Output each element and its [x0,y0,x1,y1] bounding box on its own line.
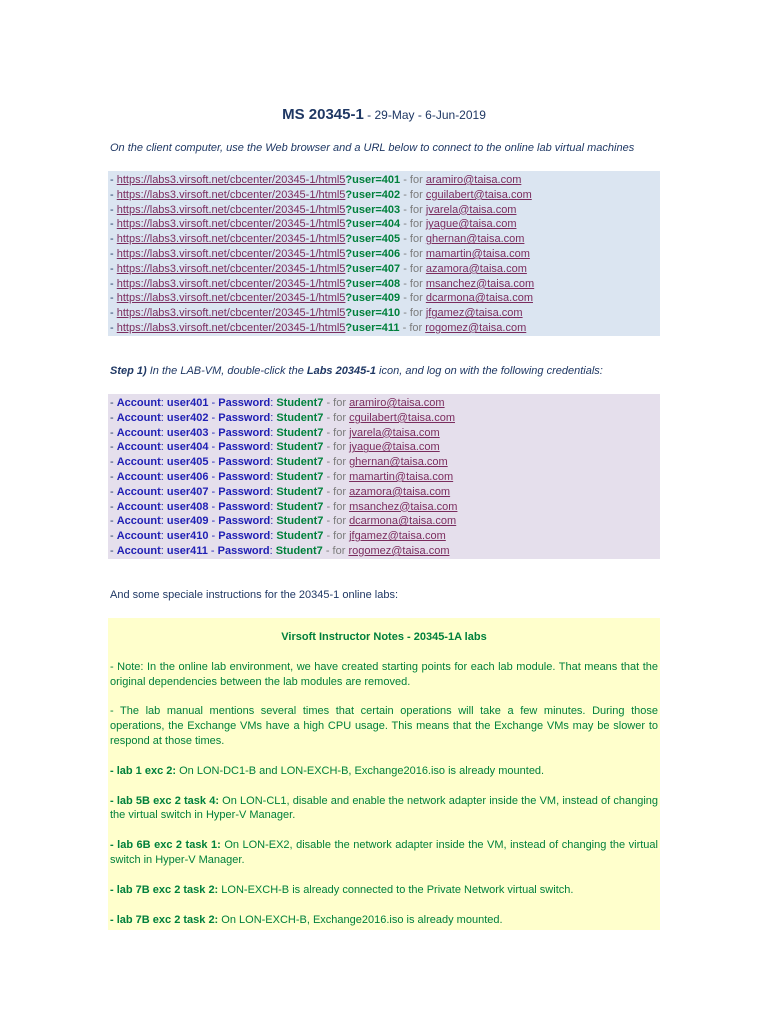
email-link[interactable]: rogomez@taisa.com [425,321,527,334]
account-label: Account [116,441,161,454]
password-label: Password [218,426,271,439]
note-paragraph [110,704,658,748]
lab-url-link[interactable]: https://labs3.virsoft.net/cbcenter/20345-1/html5 [116,233,346,246]
step1-icon-name: Labs 20345-1 [306,365,376,377]
for-label: - for [322,544,349,557]
url-list [108,171,660,336]
sep: - [208,485,219,498]
for-label: - for [400,188,426,201]
account-value: user405 [166,456,209,469]
special-instructions-intro: And some speciale instructions for the 20345-1 online labs: [110,589,399,601]
password-label: Password [218,485,271,498]
url-row [110,203,658,218]
credential-row [110,411,658,426]
for-label: - for [400,174,426,186]
note-lab-ref: - lab 1 exc 2: [110,764,177,777]
row-dash: - [110,277,117,290]
password-label: Password [218,411,271,424]
credential-row [110,440,658,455]
account-label: Account [116,515,161,528]
password-label: Password [218,515,271,528]
sep: : [160,470,167,483]
email-link[interactable]: cguilabert@taisa.com [425,188,532,201]
lab-url-link[interactable]: https://labs3.virsoft.net/cbcenter/20345-1/html5 [116,203,346,216]
for-label: - for [400,277,426,290]
password-label: Password [218,397,271,409]
email-link[interactable]: ghernan@taisa.com [425,233,525,246]
credential-row [110,470,658,485]
row-dash: - [110,426,117,439]
email-link[interactable]: cguilabert@taisa.com [349,411,455,424]
lab-url-link[interactable]: https://labs3.virsoft.net/cbcenter/20345-1/html5 [116,247,346,260]
password-label: Password [218,530,271,543]
sep: : [270,500,277,513]
account-label: Account [116,544,161,557]
note-lab-ref: - lab 7B exc 2 task 2: [110,883,219,896]
password-label: Password [218,500,271,513]
email-link[interactable]: jfgamez@taisa.com [425,307,523,320]
account-value: user403 [166,426,209,439]
sep: : [160,515,167,528]
sep: - [208,411,219,424]
course-dates: - 29-May - 6-Jun-2019 [363,108,486,122]
sep: : [160,411,167,424]
credential-row [110,396,658,411]
email-link[interactable]: jvarela@taisa.com [425,203,517,216]
sep: : [160,485,167,498]
note-text: On LON-EXCH-B, Exchange2016.iso is already mounted. [218,913,503,926]
for-label: - for [323,515,350,528]
for-label: - for [323,530,350,543]
sep: : [270,411,277,424]
account-value: user410 [166,530,209,543]
for-label: - for [400,247,426,260]
sep: - [208,530,219,543]
credential-row [110,485,658,500]
lab-url-link[interactable]: https://labs3.virsoft.net/cbcenter/20345-1/html5 [116,321,346,334]
password-value: Student7 [276,500,324,513]
course-code: MS 20345-1 [282,106,364,123]
credential-row [110,455,658,470]
credentials-list [108,394,660,559]
row-dash: - [110,530,117,543]
password-value: Student7 [276,485,324,498]
row-dash: - [110,233,117,246]
user-param: ?user=407 [345,262,401,275]
lab-url-link[interactable]: https://labs3.virsoft.net/cbcenter/20345-1/html5 [116,174,346,186]
for-label: - for [323,470,350,483]
row-dash: - [110,515,117,528]
url-row [110,232,658,247]
account-value: user407 [166,485,209,498]
email-link[interactable]: mamartin@taisa.com [425,247,530,260]
note-paragraph [110,913,658,928]
sep: : [160,544,167,557]
row-dash: - [110,203,117,216]
password-label: Password [218,456,271,469]
note-text: On LON-DC1-B and LON-EXCH-B, Exchange2016.iso is already mounted. [176,764,545,777]
sep: - [208,470,219,483]
url-row [110,217,658,232]
note-text: LON-EXCH-B is already connected to the Private Network virtual switch. [218,883,574,896]
sep: : [160,441,167,454]
row-dash: - [110,307,117,320]
account-label: Account [116,530,161,543]
for-label: - for [323,456,350,469]
step1-text-b: icon, and log on with the following credentials: [375,365,603,377]
account-label: Account [116,500,161,513]
user-param: ?user=408 [345,277,401,290]
step1-instructions [110,365,670,377]
account-value: user401 [166,397,209,409]
sep: - [208,397,219,409]
for-label: - for [400,307,426,320]
note-text: - The lab manual mentions several times that certain operations will take a few minutes. During those operations, the Exchange VMs have a high CPU usage. This means that the Exchange VMs may be slower to respond at those times. [110,705,658,747]
sep: : [269,544,276,557]
for-label: - for [400,262,426,275]
sep: : [270,515,277,528]
password-label: Password [218,441,271,454]
sep: : [270,470,277,483]
lab-url-link[interactable]: https://labs3.virsoft.net/cbcenter/20345-1/html5 [116,218,346,231]
password-value: Student7 [276,515,324,528]
email-link[interactable]: jyague@taisa.com [425,218,517,231]
credential-row [110,514,658,529]
email-link[interactable]: mamartin@taisa.com [349,470,454,483]
for-label: - for [400,218,426,231]
account-label: Account [116,456,161,469]
password-label: Password [217,544,270,557]
row-dash: - [110,321,117,334]
step1-label: Step 1) [110,365,147,377]
account-label: Account [116,426,161,439]
for-label: - for [323,426,350,439]
row-dash: - [110,262,117,275]
sep: : [270,456,277,469]
row-dash: - [110,485,117,498]
row-dash: - [110,397,117,409]
email-link[interactable]: msanchez@taisa.com [349,500,458,513]
user-param: ?user=411 [345,321,400,334]
email-link[interactable]: aramiro@taisa.com [425,174,522,186]
row-dash: - [110,292,117,305]
url-row [110,247,658,262]
note-paragraph [110,764,658,779]
sep: - [208,426,219,439]
sep: : [160,530,167,543]
user-param: ?user=401 [345,174,401,186]
email-link[interactable]: azamora@taisa.com [425,262,527,275]
row-dash: - [110,544,117,557]
password-value: Student7 [276,470,324,483]
lab-url-link[interactable]: https://labs3.virsoft.net/cbcenter/20345-1/html5 [116,277,346,290]
url-row [110,173,658,188]
sep: : [270,441,277,454]
intro-text: On the client computer, use the Web browser and a URL below to connect to the online lab virtual machines [110,142,635,154]
account-value: user409 [166,515,209,528]
url-row [110,321,658,336]
url-row [110,262,658,277]
for-label: - for [399,321,426,334]
password-value: Student7 [276,456,324,469]
sep: : [160,426,167,439]
url-row [110,277,658,292]
password-value: Student7 [276,530,324,543]
account-value: user404 [166,441,209,454]
user-param: ?user=404 [345,218,401,231]
instructor-notes [108,618,660,930]
row-dash: - [110,441,117,454]
credential-row [110,426,658,441]
sep: - [208,500,219,513]
account-value: user408 [166,500,209,513]
sep: : [160,500,167,513]
email-link[interactable]: dcarmona@taisa.com [425,292,533,305]
lab-url-link[interactable]: https://labs3.virsoft.net/cbcenter/20345-1/html5 [116,292,346,305]
for-label: - for [323,411,350,424]
user-param: ?user=410 [345,307,401,320]
row-dash: - [110,500,117,513]
lab-url-link[interactable]: https://labs3.virsoft.net/cbcenter/20345-1/html5 [116,188,346,201]
account-value: user402 [166,411,209,424]
row-dash: - [110,411,117,424]
sep: : [160,397,167,409]
user-param: ?user=406 [345,247,401,260]
for-label: - for [400,233,426,246]
account-value: user411 [166,544,208,557]
account-label: Account [116,411,161,424]
row-dash: - [110,456,117,469]
sep: : [160,456,167,469]
email-link[interactable]: aramiro@taisa.com [349,397,445,409]
row-dash: - [110,218,117,231]
email-link[interactable]: rogomez@taisa.com [348,544,450,557]
row-dash: - [110,470,117,483]
password-value: Student7 [276,411,324,424]
sep: : [270,530,277,543]
url-row [110,291,658,306]
for-label: - for [400,292,426,305]
sep: - [207,544,218,557]
user-param: ?user=405 [345,233,401,246]
lab-url-link[interactable]: https://labs3.virsoft.net/cbcenter/20345-1/html5 [116,307,346,320]
sep: : [270,397,277,409]
credential-row [110,500,658,515]
row-dash: - [110,174,117,186]
email-link[interactable]: ghernan@taisa.com [349,456,448,469]
note-text: On LON-EX2, disable the network adapter inside the VM, instead of changing the virtual switch in Hyper-V Manager. [110,839,658,866]
user-param: ?user=402 [345,188,401,201]
note-paragraph [110,883,658,898]
sep: : [270,485,277,498]
email-link[interactable]: jfgamez@taisa.com [349,530,446,543]
user-param: ?user=409 [345,292,401,305]
password-value: Student7 [276,397,324,409]
url-row [110,306,658,321]
email-link[interactable]: jvarela@taisa.com [349,426,440,439]
credential-row [110,544,658,559]
account-value: user406 [166,470,209,483]
user-param: ?user=403 [345,203,401,216]
account-label: Account [116,485,161,498]
sep: : [270,426,277,439]
credential-row [110,529,658,544]
sep: - [208,441,219,454]
row-dash: - [110,188,117,201]
email-link[interactable]: msanchez@taisa.com [425,277,535,290]
account-label: Account [116,397,161,409]
note-paragraph [110,660,658,690]
note-paragraph [110,838,658,868]
note-paragraph [110,794,658,824]
password-value: Student7 [275,544,323,557]
email-link[interactable]: azamora@taisa.com [349,485,451,498]
row-dash: - [110,247,117,260]
sep: - [208,456,219,469]
for-label: - for [323,485,350,498]
sep: - [208,515,219,528]
step1-text-a: In the LAB-VM, double-click the [146,365,307,377]
email-link[interactable]: dcarmona@taisa.com [349,515,457,528]
page-title [0,106,768,123]
note-text: On LON-CL1, disable and enable the network adapter inside the VM, instead of changing the virtual switch in Hyper-V Manager. [110,794,659,822]
for-label: - for [400,203,426,216]
for-label: - for [323,397,350,409]
url-row [110,188,658,203]
note-lab-ref: - lab 7B exc 2 task 2: [110,913,219,926]
email-link[interactable]: jyague@taisa.com [349,441,440,454]
account-label: Account [116,470,161,483]
note-lab-ref: - lab 6B exc 2 task 1: [110,839,221,852]
password-label: Password [218,470,271,483]
password-value: Student7 [276,426,324,439]
notes-title: Virsoft Instructor Notes - 20345-1A labs [281,631,487,643]
for-label: - for [323,500,350,513]
note-text: - Note: In the online lab environment, we have created starting points for each lab module. That means that the original dependencies between the lab modules are removed. [110,660,658,688]
for-label: - for [323,441,350,454]
lab-url-link[interactable]: https://labs3.virsoft.net/cbcenter/20345-1/html5 [116,262,346,275]
password-value: Student7 [276,441,324,454]
note-lab-ref: - lab 5B exc 2 task 4: [110,794,219,807]
